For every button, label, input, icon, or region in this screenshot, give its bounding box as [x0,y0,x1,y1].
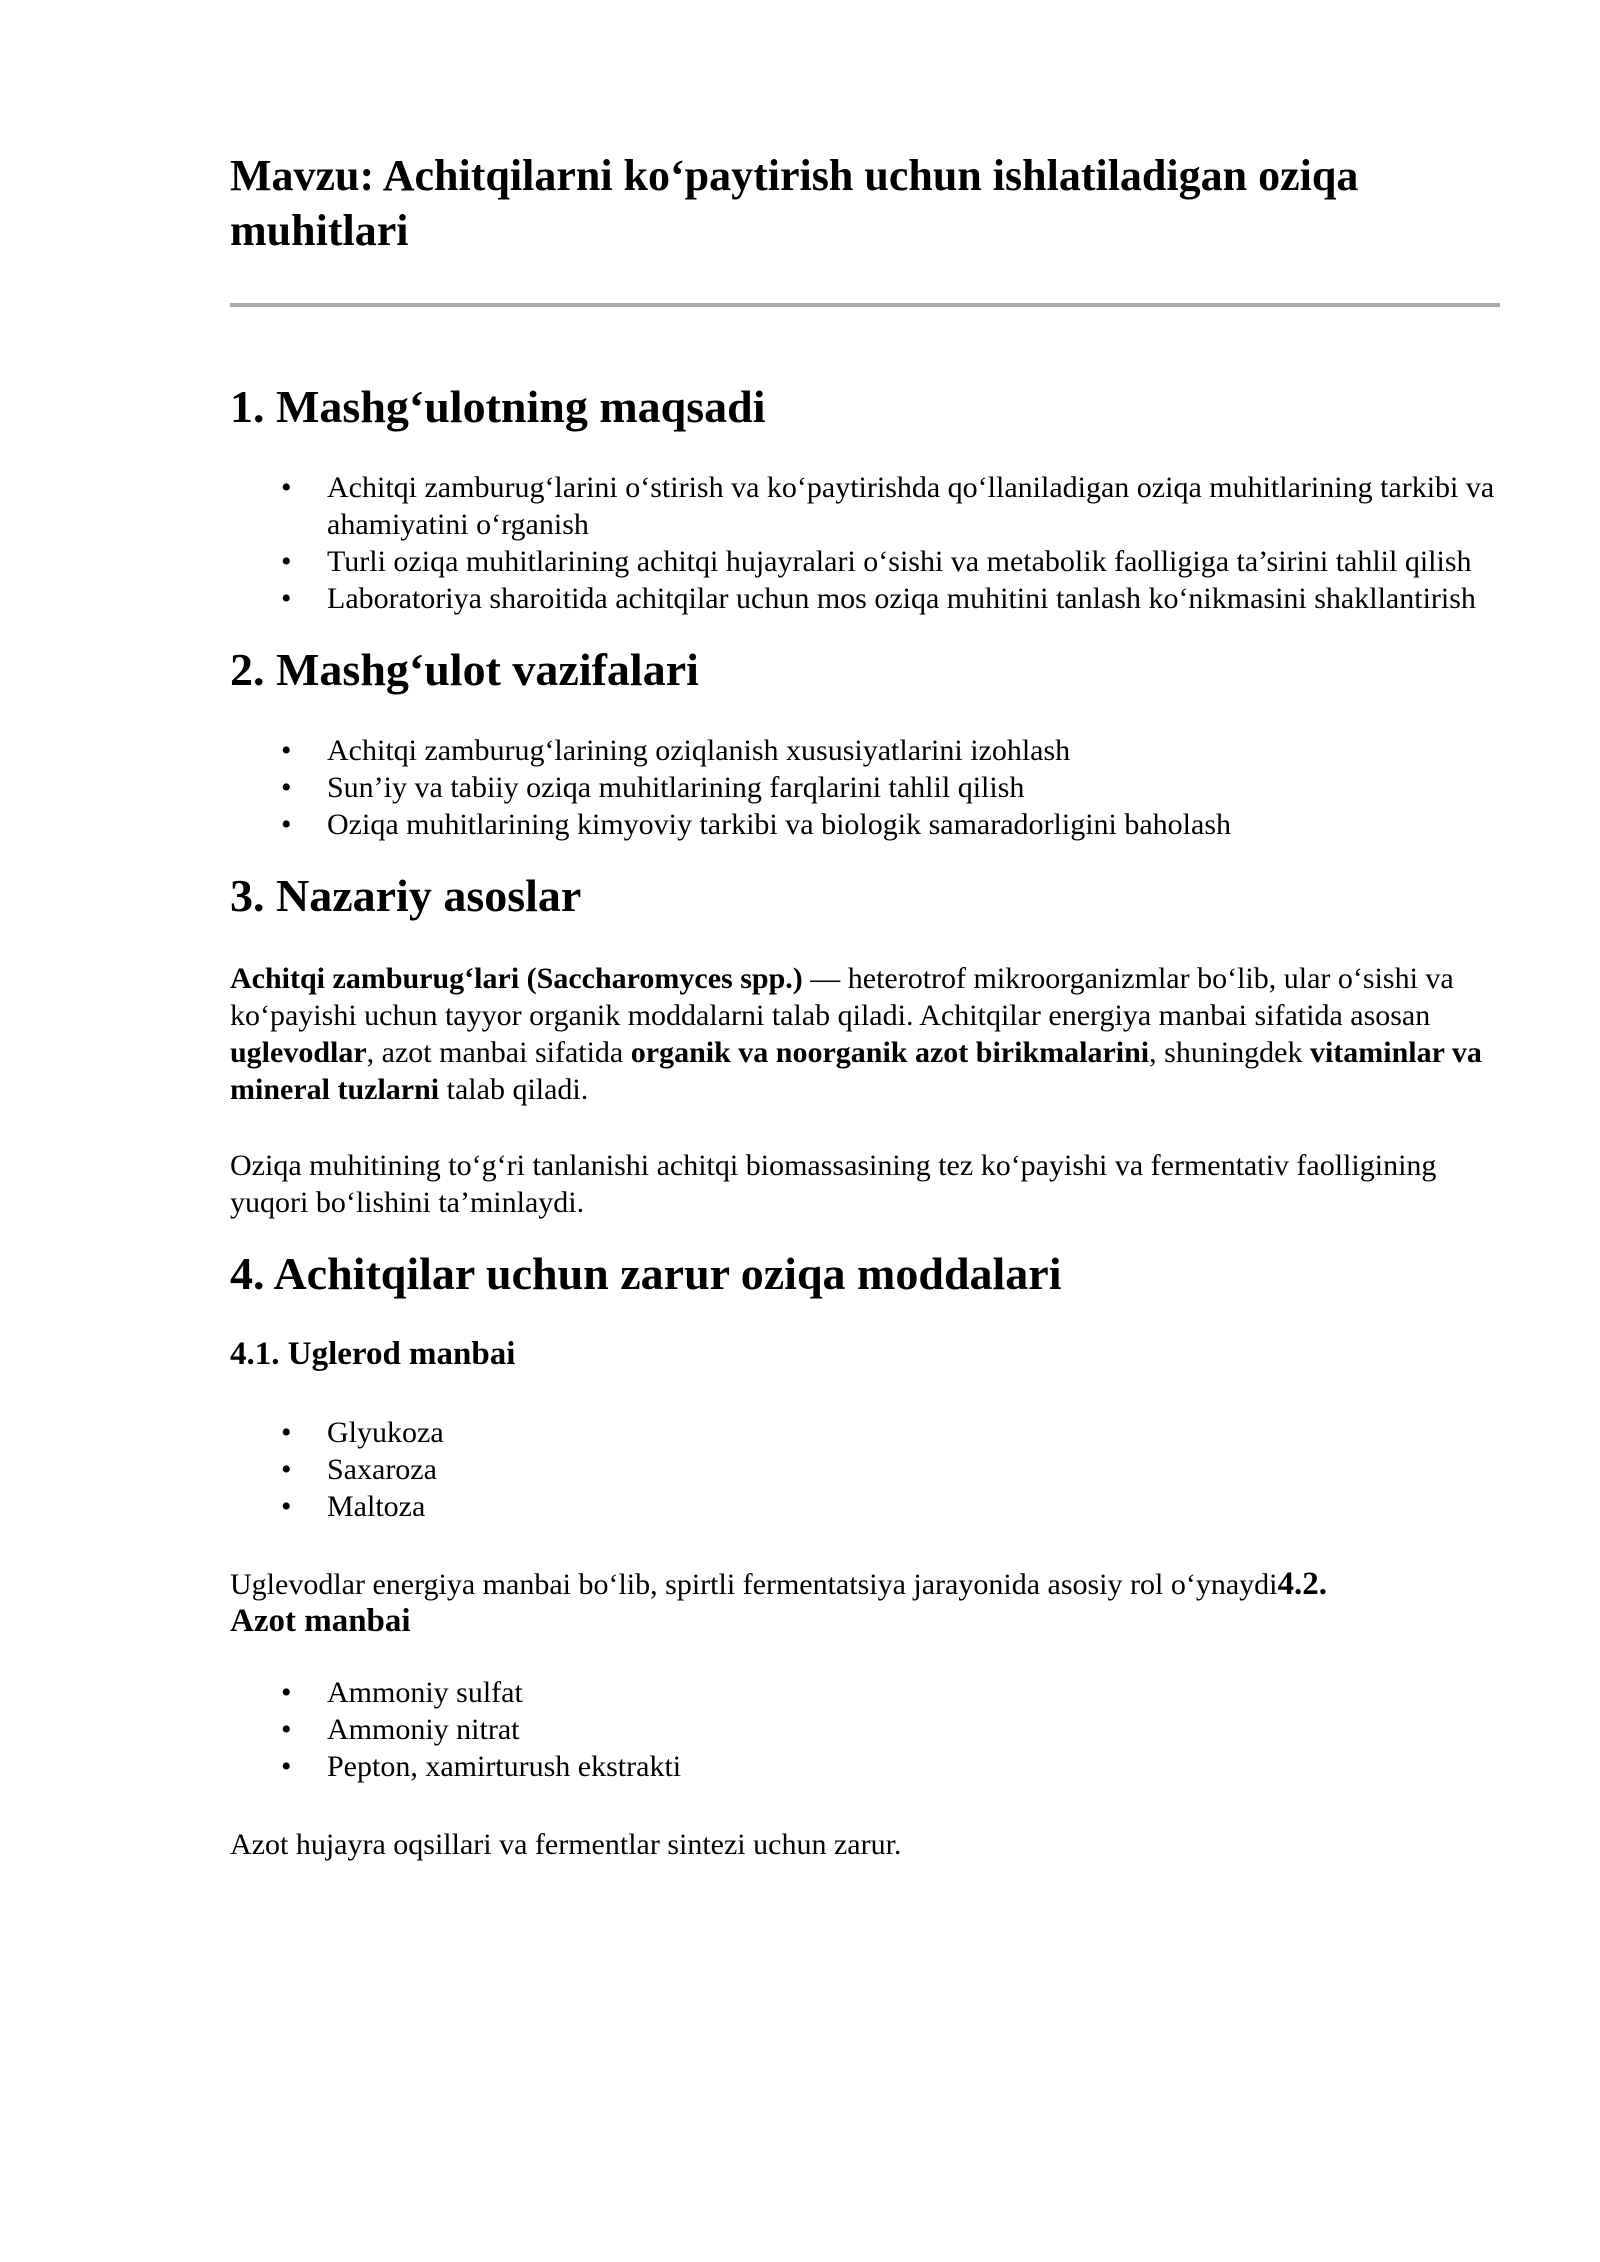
paragraph-text: — heterotrof mikroorganizmlar bo‘lib, ular o‘sishi va ko‘payishi uchun tayyor organik moddalarni talab qiladi. Achitqilar energiya manbai sifatida asosan [230,962,1454,1032]
bold-term: vitaminlar va mineral tuzlarni [230,1036,1482,1106]
title-divider [230,303,1500,307]
list-item: • Maltoza [327,1488,1500,1525]
list-item: • Oziqa muhitlarining kimyoviy tarkibi va biologik samaradorligini baholash [327,806,1500,843]
list-item: • Laboratoriya sharoitida achitqilar uchun mos oziqa muhitini tanlash ko‘nikmasini shakllantirish [327,580,1500,617]
list-item: • Saxaroza [327,1451,1500,1488]
document-content [230,148,1500,1863]
goals-list [230,469,1500,617]
list-item: • Ammoniy nitrat [327,1711,1500,1748]
nitrogen-sources-list [230,1674,1500,1785]
subsection-number-nitrogen: 4.2. [1277,1566,1327,1602]
subsection-heading-carbon: 4.1. Uglerod manbai [230,1336,516,1372]
list-item: • Glyukoza [327,1414,1500,1451]
list-item: • Achitqi zamburug‘larining oziqlanish xususiyatlarini izohlash [327,732,1500,769]
nitrogen-note-paragraph: Azot hujayra oqsillari va fermentlar sintezi uchun zarur. [230,1828,902,1861]
section-heading-goals: 1. Mashg‘ulotning maqsadi [230,381,766,432]
section-heading-tasks: 2. Mashg‘ulot vazifalari [230,644,699,695]
bold-term: organik va noorganik azot birikmalarini [630,1036,1150,1069]
paragraph-text: talab qiladi. [439,1073,589,1106]
tasks-list [230,732,1500,843]
section-heading-theory: 3. Nazariy asoslar [230,870,582,921]
bold-term: Achitqi zamburug‘lari (Saccharomyces spp.) [230,962,803,995]
paragraph-text: Uglevodlar energiya manbai bo‘lib, spirtli fermentatsiya jarayonida asosiy rol o‘ynaydi [230,1568,1278,1601]
list-item: • Turli oziqa muhitlarining achitqi hujayralari o‘sishi va metabolik faolligiga ta’sirini tahlil qilish [327,543,1500,580]
bold-term: uglevodlar [230,1036,367,1069]
list-item: • Ammoniy sulfat [327,1674,1500,1711]
document-title: Mavzu: Achitqilarni ko‘paytirish uchun ishlatiladigan oziqa muhitlari [230,151,1359,255]
theory-paragraph-2: Oziqa muhitining to‘g‘ri tanlanishi achitqi biomassasining tez ko‘payishi va fermentativ faolligining yuqori bo‘lishini ta’minlaydi. [230,1149,1437,1219]
list-item: • Achitqi zamburug‘larini o‘stirish va ko‘paytirishda qo‘llaniladigan oziqa muhitlarining tarkibi va ahamiyatini o‘rganish [327,469,1500,543]
paragraph-text: , shuningdek [1149,1036,1310,1069]
carbon-sources-list [230,1414,1500,1525]
list-item: • Pepton, xamirturush ekstrakti [327,1748,1500,1785]
subsection-heading-nitrogen: Azot manbai [230,1603,411,1639]
theory-paragraph [230,960,1500,1108]
section-heading-nutrients: 4. Achitqilar uchun zarur oziqa moddalari [230,1248,1062,1299]
list-item: • Sun’iy va tabiiy oziqa muhitlarining farqlarini tahlil qilish [327,769,1500,806]
paragraph-text: , azot manbai sifatida [366,1036,631,1069]
carbon-note-paragraph [230,1566,1500,1640]
